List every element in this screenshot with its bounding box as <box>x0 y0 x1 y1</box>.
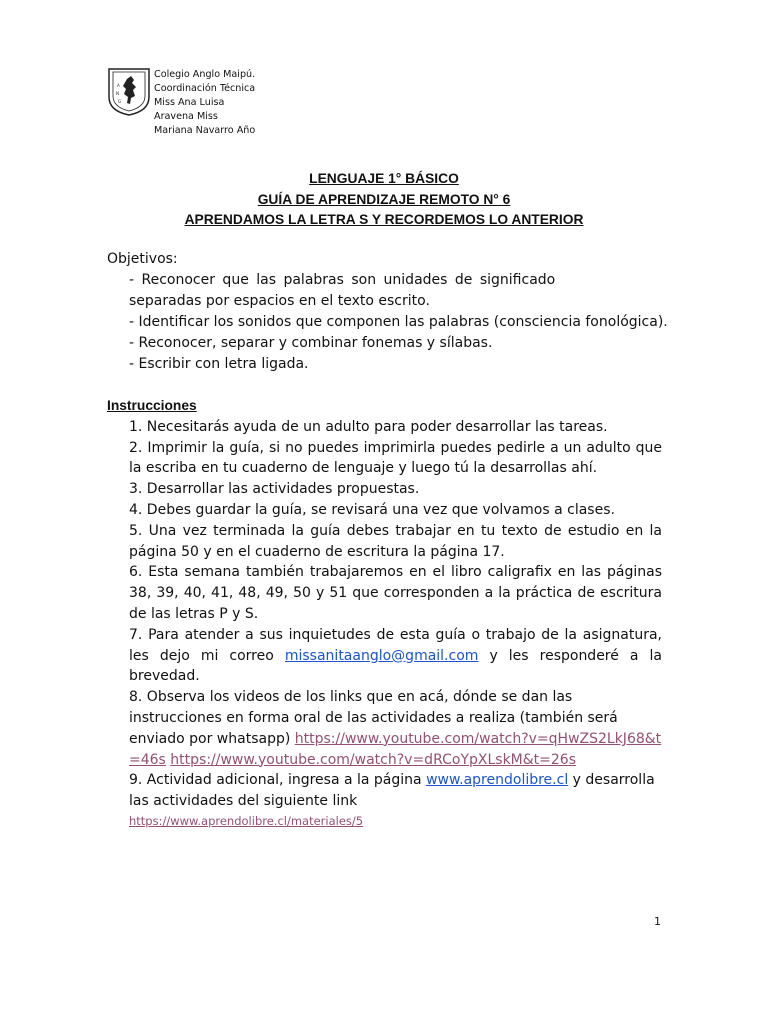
school-line: Coordinación Técnica <box>154 83 256 94</box>
instruction-text: 7. Para atender a sus inquietudes de esta guía o trabajo de la asignatura, les dejo mi correo <box>129 626 662 664</box>
instruction-item: 4. Debes guardar la guía, se revisará una vez que volvamos a clases. <box>129 501 615 518</box>
instructions-section <box>107 396 662 830</box>
svg-text:G: G <box>118 99 122 104</box>
instruction-item <box>107 625 662 687</box>
school-line: Mariana Navarro Año <box>154 125 256 136</box>
instruction-item: 2. Imprimir la guía, si no puedes imprimirla puedes pedirle a un adulto que la escriba en tu cuaderno de lenguaje y luego tú la desarrollas ahí. <box>129 439 662 477</box>
document-titles <box>0 169 768 231</box>
school-line: Colegio Anglo Maipú. <box>154 69 256 80</box>
school-crest-icon <box>107 67 151 117</box>
aprendolibre-site-link[interactable]: www.aprendolibre.cl <box>426 772 569 789</box>
objectives-label: Objetivos: <box>107 251 178 267</box>
school-info <box>154 68 255 138</box>
instruction-text: 8. Observa los videos de los links que en acá, dónde se dan las instrucciones en forma oral de las actividades a realiza (también será enviado por whatsapp) <box>129 689 618 747</box>
page-number: 1 <box>654 915 661 928</box>
objective-item: - Escribir con letra ligada. <box>129 356 309 372</box>
video-link-1[interactable]: https://www.youtube.com/watch?v=qHwZS2LkJ68&t=46s <box>129 730 662 768</box>
instruction-item: 3. Desarrollar las actividades propuestas. <box>129 481 420 498</box>
instruction-item: 6. Esta semana también trabajaremos en el libro caligrafix en las páginas 38, 39, 40, 41, 48, 49, 50 y 51 que corresponden a la práctica de escritura de las letras P y S. <box>129 564 662 622</box>
instruction-item <box>107 687 662 770</box>
instruction-text: y les responderé a la brevedad. <box>129 647 663 685</box>
materials-link[interactable]: https://www.aprendolibre.cl/materiales/5 <box>129 813 364 828</box>
video-link-2[interactable]: https://www.youtube.com/watch?v=dRCoYpXLskM&t=26s <box>170 751 576 768</box>
objectives-section <box>107 249 707 375</box>
objective-item: separadas por espacios en el texto escrito. <box>129 293 430 309</box>
email-link[interactable]: missanitaanglo@gmail.com <box>284 647 479 664</box>
title-topic: APRENDAMOS LA LETRA S Y RECORDEMOS LO ANTERIOR <box>184 212 584 227</box>
instruction-item: 5. Una vez terminada la guía debes trabajar en tu texto de estudio en la página 50 y en el cuaderno de escritura la página 17. <box>129 522 662 560</box>
instructions-label: Instrucciones <box>107 398 197 413</box>
instruction-text: 9. Actividad adicional, ingresa a la página <box>129 772 427 789</box>
title-guide: GUÍA DE APRENDIZAJE REMOTO N° 6 <box>257 191 511 207</box>
svg-text:N: N <box>116 91 119 96</box>
title-subject: LENGUAJE 1° BÁSICO <box>309 171 459 186</box>
instruction-item <box>107 770 662 812</box>
instruction-item <box>107 812 662 830</box>
instruction-text: y desarrolla las actividades del siguiente link <box>129 772 655 810</box>
objective-item: - Identificar los sonidos que componen las palabras (consciencia fonológica). <box>129 314 668 330</box>
objective-item: - Reconocer, separar y combinar fonemas y sílabas. <box>129 335 493 351</box>
school-line: Aravena Miss <box>154 111 218 122</box>
instruction-item: 1. Necesitarás ayuda de un adulto para poder desarrollar las tareas. <box>129 418 608 435</box>
school-line: Miss Ana Luisa <box>154 97 225 108</box>
svg-text:A: A <box>117 83 120 88</box>
objective-item: - Reconocer que las palabras son unidades de significado <box>129 272 556 288</box>
